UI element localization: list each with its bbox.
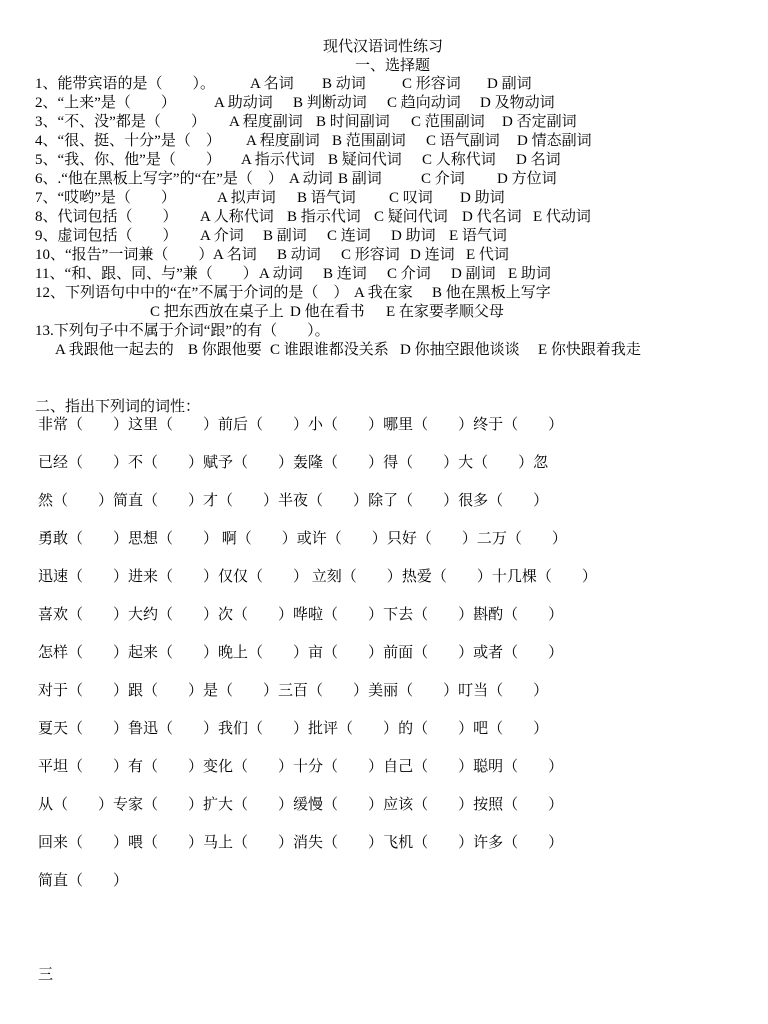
answer-option: B 判断动词	[293, 95, 367, 111]
question-stem: 1、能带宾语的是（ ）。	[35, 76, 216, 92]
section1-heading: 一、选择题	[355, 58, 431, 74]
word-item: 或者（ ）	[473, 645, 564, 661]
word-item: 扩大（ ）	[203, 797, 294, 813]
word-item: 十几棵（ ）	[491, 569, 597, 585]
word-item: 专家（ ）	[113, 797, 204, 813]
word-row	[38, 720, 548, 739]
word-item: 思想（ ）	[128, 531, 219, 547]
answer-option: C 范围副词	[411, 114, 485, 130]
word-item: 许多（ ）	[473, 835, 564, 851]
word-row	[38, 834, 563, 853]
answer-option: C 人称代词	[422, 152, 496, 168]
answer-option: D 代名词	[462, 209, 522, 225]
word-item: 已经（ ）	[38, 455, 129, 471]
answer-option: C 谁跟谁都没关系	[270, 342, 389, 358]
word-item: 十分（ ）	[293, 759, 384, 775]
word-item: 批评（ ）	[308, 721, 399, 737]
question-stem: 2、“上来”是（ ）	[35, 95, 176, 111]
word-item: 进来（ ）	[128, 569, 219, 585]
word-item: 晚上（ ）	[218, 645, 309, 661]
word-item: 聪明（ ）	[473, 759, 564, 775]
answer-option: B 范围副词	[332, 133, 406, 149]
answer-option: B 语气词	[297, 190, 356, 206]
answer-option: A 介词	[200, 228, 244, 244]
answer-option: B 副词	[338, 171, 382, 187]
answer-option: C 趋向动词	[387, 95, 461, 111]
word-item: 仅仅（ ）	[218, 569, 309, 585]
answer-option: E 语气词	[449, 228, 507, 244]
answer-option: D 方位词	[497, 171, 557, 187]
answer-option: B 副词	[263, 228, 307, 244]
answer-option: C 语气副词	[426, 133, 500, 149]
word-item: 才（ ）	[203, 493, 279, 509]
word-item: 三百（ ）	[278, 683, 369, 699]
answer-option: C 连词	[327, 228, 371, 244]
word-item: 的（ ）	[398, 721, 474, 737]
word-item: 叮当（ ）	[458, 683, 549, 699]
word-item: 马上（ ）	[203, 835, 294, 851]
word-item: 或许（ ）	[296, 531, 387, 547]
answer-option: E 你快跟着我走	[538, 342, 641, 358]
word-item: 亩（ ）	[308, 645, 384, 661]
word-item: 非常（ ）	[38, 417, 129, 433]
answer-option: A 名词	[250, 76, 294, 92]
word-item: 从（ ）	[38, 797, 114, 813]
word-item: 轰隆（ ）	[293, 455, 384, 471]
question-stem: 9、虚词包括（ ）	[35, 228, 178, 244]
answer-option: A 程度副词	[229, 114, 303, 130]
word-item: 美丽（ ）	[368, 683, 459, 699]
word-item: 有（ ）	[128, 759, 204, 775]
word-item: 赋予（ ）	[203, 455, 294, 471]
word-item: 我们（ ）	[218, 721, 309, 737]
word-item: 跟（ ）	[128, 683, 204, 699]
answer-option: D 助词	[391, 228, 436, 244]
word-item: 下去（ ）	[383, 607, 474, 623]
word-item: 二万（ ）	[476, 531, 567, 547]
answer-option: C 形容词	[341, 247, 400, 263]
word-item: 勇敢（ ）	[38, 531, 129, 547]
answer-option: D 你抽空跟他谈谈	[400, 342, 520, 358]
answer-option: D 连词	[410, 247, 455, 263]
answer-option: B 你跟他要	[188, 342, 262, 358]
answer-option: D 他在看书	[290, 304, 365, 320]
word-item: 平坦（ ）	[38, 759, 129, 775]
answer-option: A 我在家	[354, 285, 413, 301]
word-item: 终于（ ）	[473, 417, 564, 433]
question-stem: 12、下列语句中中的“在”不属于介词的是（ ）	[35, 285, 349, 301]
word-item: 大约（ ）	[128, 607, 219, 623]
word-item: 回来（ ）	[38, 835, 129, 851]
answer-option: E 代动词	[533, 209, 591, 225]
question-stem: 7、“哎哟”是（ ）	[35, 190, 176, 206]
answer-option: A 指示代词	[241, 152, 315, 168]
word-item: 应该（ ）	[383, 797, 474, 813]
word-item: 然（ ）	[38, 493, 114, 509]
answer-option: D 名词	[516, 152, 561, 168]
word-item: 对于（ ）	[38, 683, 129, 699]
question-stem: 10、“报告”一词兼（ ）	[35, 247, 214, 263]
word-item: 吧（ ）	[473, 721, 549, 737]
word-item: 飞机（ ）	[383, 835, 474, 851]
word-item: 喂（ ）	[128, 835, 204, 851]
word-item: 这里（ ）	[128, 417, 219, 433]
answer-option: D 副词	[451, 266, 496, 282]
word-item: 哪里（ ）	[383, 417, 474, 433]
answer-option: B 时间副词	[316, 114, 390, 130]
document-title: 现代汉语词性练习	[323, 39, 444, 55]
answer-option: B 连词	[323, 266, 367, 282]
word-item: 简直（ ）	[38, 873, 129, 889]
answer-option: C 把东西放在桌子上	[150, 304, 284, 320]
word-row	[38, 758, 563, 777]
question-stem: 8、代词包括（ ）	[35, 209, 178, 225]
answer-option: C 形容词	[402, 76, 461, 92]
answer-option: C 介词	[387, 266, 431, 282]
section3-heading: 三	[38, 967, 54, 983]
answer-option: B 动词	[277, 247, 321, 263]
word-item: 立刻（ ）	[308, 569, 402, 585]
answer-option: B 指示代词	[287, 209, 361, 225]
answer-option: E 代词	[466, 247, 509, 263]
question-stem: 13.下列句子中不属于介词“跟”的有（ ）。	[35, 323, 330, 339]
word-item: 起来（ ）	[128, 645, 219, 661]
word-item: 喜欢（ ）	[38, 607, 129, 623]
answer-option: A 人称代词	[200, 209, 274, 225]
word-row	[38, 682, 548, 701]
word-item: 迅速（ ）	[38, 569, 129, 585]
answer-option: A 我跟他一起去的	[55, 342, 174, 358]
answer-option: A 名词	[213, 247, 257, 263]
question-stem: 3、“不、没”都是（ ）	[35, 114, 206, 130]
word-row	[38, 644, 563, 663]
word-row	[38, 530, 567, 549]
word-item: 只好（ ）	[386, 531, 477, 547]
word-row	[38, 454, 548, 473]
word-row	[38, 416, 563, 435]
word-row	[38, 872, 128, 891]
answer-option: D 否定副词	[502, 114, 577, 130]
word-item: 按照（ ）	[473, 797, 564, 813]
answer-option: A 程度副词	[246, 133, 320, 149]
word-item: 不（ ）	[128, 455, 204, 471]
word-item: 哗啦（ ）	[293, 607, 384, 623]
answer-option: A 拟声词	[217, 190, 276, 206]
answer-option: D 副词	[487, 76, 532, 92]
word-row	[38, 492, 548, 511]
answer-option: C 叹词	[389, 190, 433, 206]
word-row	[38, 606, 563, 625]
word-item: 啊（ ）	[218, 531, 297, 547]
answer-option: E 助词	[508, 266, 551, 282]
answer-option: C 介词	[421, 171, 465, 187]
word-item: 除了（ ）	[368, 493, 459, 509]
word-item: 自己（ ）	[383, 759, 474, 775]
answer-option: A 动词	[289, 171, 333, 187]
word-item: 夏天（ ）	[38, 721, 129, 737]
word-item: 鲁迅（ ）	[128, 721, 219, 737]
word-item: 小（ ）	[308, 417, 384, 433]
answer-option: B 动词	[322, 76, 366, 92]
word-item: 前后（ ）	[218, 417, 309, 433]
question-stem: 11、“和、跟、同、与”兼（ ）	[35, 266, 258, 282]
word-item: 怎样（ ）	[38, 645, 129, 661]
word-row	[38, 568, 597, 587]
word-item: 忽	[533, 455, 549, 471]
question-stem: 6、.“他在黑板上写字”的“在”是（ ）	[35, 171, 283, 187]
word-item: 缓慢（ ）	[293, 797, 384, 813]
answer-option: C 疑问代词	[374, 209, 448, 225]
word-item: 简直（ ）	[113, 493, 204, 509]
answer-option: D 助词	[460, 190, 505, 206]
answer-option: A 动词	[259, 266, 303, 282]
answer-option: E 在家要孝顺父母	[386, 304, 504, 320]
word-item: 大（ ）	[458, 455, 534, 471]
word-item: 很多（ ）	[458, 493, 549, 509]
word-item: 半夜（ ）	[278, 493, 369, 509]
word-item: 消失（ ）	[293, 835, 384, 851]
word-item: 变化（ ）	[203, 759, 294, 775]
answer-option: B 疑问代词	[328, 152, 402, 168]
question-stem: 4、“很、挺、十分”是（ ）	[35, 133, 221, 149]
answer-option: D 及物动词	[480, 95, 555, 111]
word-row	[38, 796, 563, 815]
word-item: 热爱（ ）	[401, 569, 492, 585]
question-stem: 5、“我、你、他”是（ ）	[35, 152, 221, 168]
answer-option: A 助动词	[214, 95, 273, 111]
word-item: 前面（ ）	[383, 645, 474, 661]
word-item: 次（ ）	[218, 607, 294, 623]
word-item: 斟酌（ ）	[473, 607, 564, 623]
answer-option: D 情态副词	[517, 133, 592, 149]
section2-heading: 二、指出下列词的词性：	[35, 399, 201, 415]
word-item: 是（ ）	[203, 683, 279, 699]
answer-option: B 他在黑板上写字	[432, 285, 551, 301]
word-item: 得（ ）	[383, 455, 459, 471]
